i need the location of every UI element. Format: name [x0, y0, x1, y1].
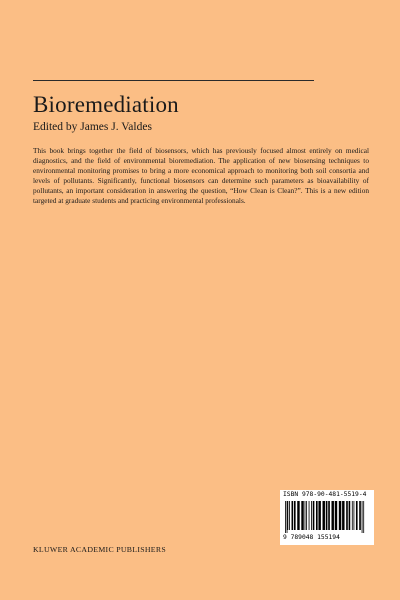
top-rule	[33, 80, 314, 81]
barcode-bar	[294, 501, 296, 530]
book-description: This book brings together the field of biosensors, which has previously focused almost entirely on medical diagnostics, and the field of environmental bioremediation. The application of new biosensing techniques to environmental monitoring promises to bring a more economical approach to monitoring both soil consortia and levels of pollutants. Significantly, functional biosensors can determine such parameters as bioavailability of pollutants, an important consideration in answering the question, “How Clean is Clean?”. This is a new edition targeted at graduate students and practicing environmental professionals.	[33, 146, 369, 206]
barcode-bar	[318, 501, 320, 530]
barcode-bar	[328, 501, 330, 530]
barcode-bar	[306, 501, 307, 530]
barcode-guard-bar	[287, 501, 288, 533]
barcode-bar	[311, 501, 312, 530]
barcode-bar	[305, 501, 306, 530]
editor-line: Edited by James J. Valdes	[33, 121, 152, 133]
barcode-panel	[280, 490, 374, 545]
barcode-bar	[313, 501, 315, 530]
barcode-bar	[297, 501, 299, 530]
barcode-bar	[335, 501, 337, 530]
barcode-bar	[349, 501, 351, 530]
barcode-guard-bar	[363, 501, 364, 533]
barcode-guard-bar	[362, 501, 363, 533]
barcode-bar	[346, 501, 348, 530]
barcode-bar	[292, 501, 294, 530]
isbn-label: ISBN 978-90-481-5519-4	[283, 491, 367, 498]
barcode-guard-bar	[285, 501, 286, 533]
barcode-bar	[331, 501, 333, 530]
barcode-bar	[287, 501, 288, 530]
barcode-bars	[285, 501, 369, 533]
barcode-bar	[316, 501, 318, 530]
ean-digits: 9 789048 155194	[283, 534, 340, 541]
barcode-bar	[309, 501, 310, 530]
barcode-bar	[326, 501, 328, 530]
barcode-bar	[359, 501, 361, 530]
publisher-name: KLUWER ACADEMIC PUBLISHERS	[33, 545, 166, 554]
barcode-bar	[356, 501, 358, 530]
barcode-bar	[342, 501, 344, 530]
barcode-bar	[354, 501, 355, 530]
barcode-bar	[352, 501, 353, 530]
barcode-bar	[301, 501, 303, 530]
barcode-bar	[323, 501, 325, 530]
barcode-bar	[289, 501, 290, 530]
book-title: Bioremediation	[33, 92, 179, 117]
barcode-bar	[339, 501, 341, 530]
